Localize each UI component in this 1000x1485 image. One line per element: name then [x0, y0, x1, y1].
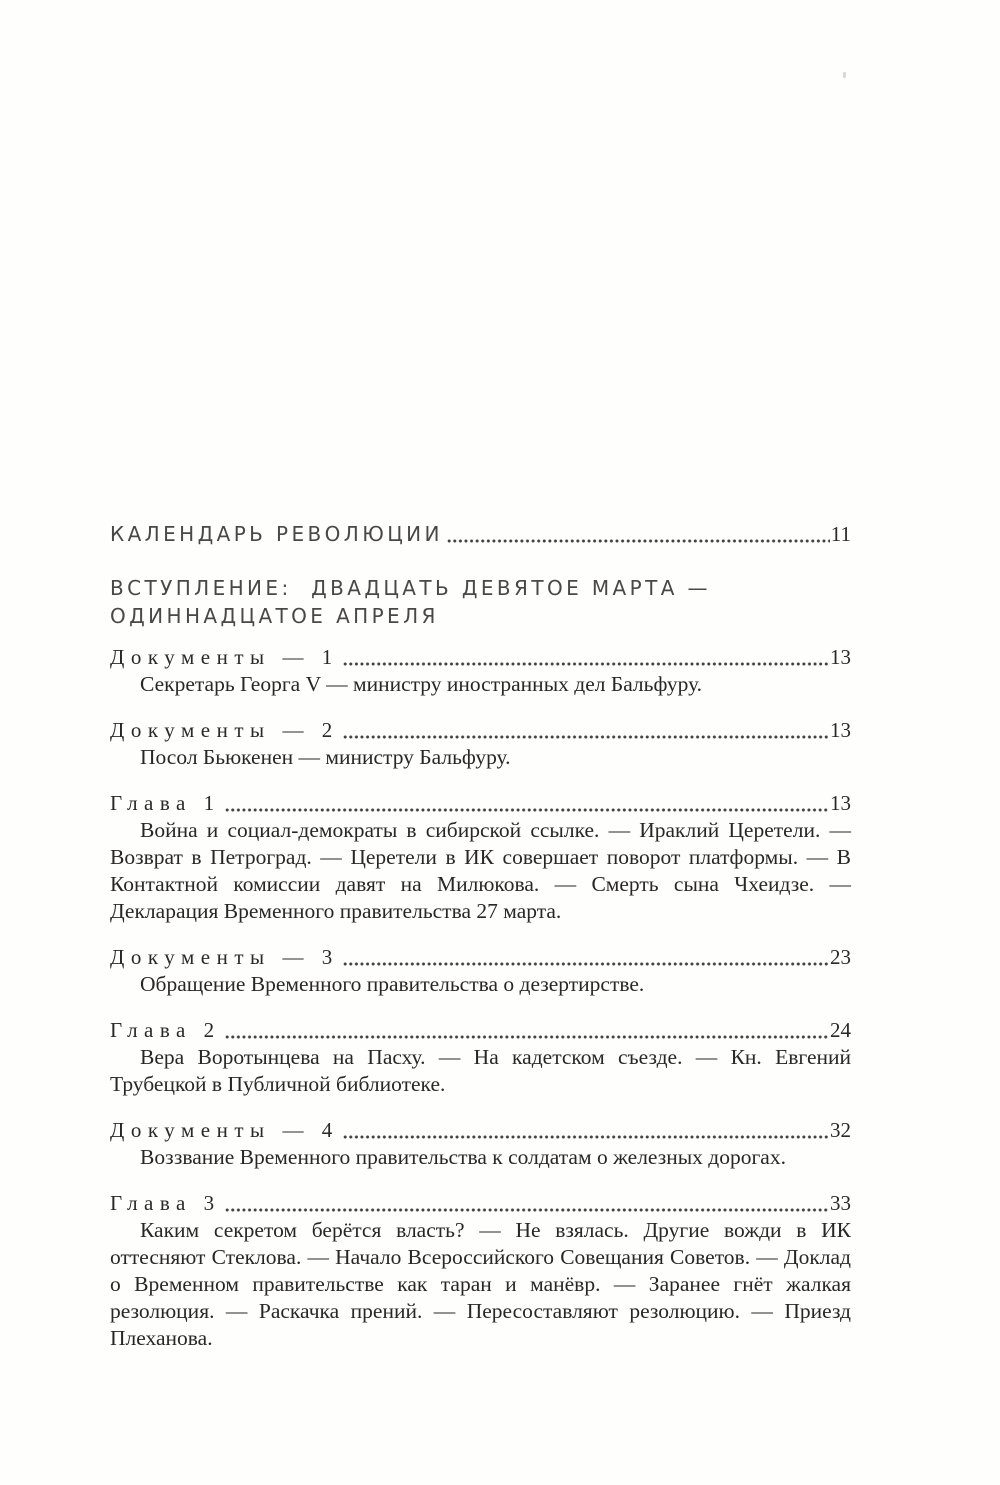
toc-entry-description: Секретарь Георга V — министру иностранных дел Бальфуру. — [140, 672, 703, 696]
toc-entry-label: Документы — 2 — [110, 718, 339, 742]
dotted-leader — [343, 734, 829, 740]
toc-entry-row — [110, 1017, 851, 1043]
toc-entry-row — [110, 1190, 851, 1216]
toc-entry-label: Глава 2 — [110, 1018, 221, 1042]
toc-entry — [110, 717, 851, 771]
toc-entry-label: Глава 3 — [110, 1191, 221, 1215]
dotted-leader — [447, 538, 830, 544]
toc-entry-label: Документы — 3 — [110, 945, 339, 969]
toc-entry-description: Вера Воротынцева на Пасху. — На кадетском съезде. — Кн. Евгений Трубецкой в Публичной библиотеке. — [110, 1045, 851, 1096]
scan-speck — [843, 72, 846, 78]
page-number: 33 — [830, 1191, 851, 1215]
page-number: 32 — [830, 1118, 851, 1142]
toc-entry — [110, 1190, 851, 1352]
dotted-leader — [343, 961, 829, 967]
toc-entry-label: Документы — 4 — [110, 1118, 339, 1142]
dotted-leader — [225, 807, 829, 813]
dotted-leader — [225, 1207, 829, 1213]
toc-entry — [110, 1017, 851, 1098]
toc-entry-description: Посол Бьюкенен — министру Бальфуру. — [140, 745, 511, 769]
page-number: 24 — [830, 1018, 851, 1042]
page-number: 23 — [830, 945, 851, 969]
page-number: 13 — [830, 645, 851, 669]
toc-entry — [110, 1117, 851, 1171]
toc-entry — [110, 644, 851, 698]
toc-heading-intro-line1: ВСТУПЛЕНИЕ: ДВАДЦАТЬ ДЕВЯТОЕ МАРТА — — [110, 576, 711, 600]
toc-heading-intro-line2: ОДИННАДЦАТОЕ АПРЕЛЯ — [110, 604, 439, 628]
toc-entry-row — [110, 790, 851, 816]
toc-entry-row — [110, 644, 851, 670]
toc-entry-description: Война и социал-демократы в сибирской ссылке. — Ираклий Церетели. — Возврат в Петроград. — Церетели в ИК совершает поворот платформы. — В Контактной комиссии давят на Милюкова. — Смерть сына Чхеидзе. — Декларация Временного правительства 27 марта. — [110, 818, 851, 923]
dotted-leader — [343, 661, 829, 667]
toc-entry-description: Каким секретом берётся власть? — Не взялась. Другие вожди в ИК оттесняют Стеклова. — Начало Всероссийского Совещания Советов. — Доклад о Временном правительстве как таран и манёвр. — Заранее гнёт жалкая резолюция. — Раскачка прений. — Пересоставляют резолюцию. — Приезд Плеханова. — [110, 1218, 851, 1350]
toc-entry — [110, 944, 851, 998]
dotted-leader — [343, 1134, 829, 1140]
toc-heading-calendar-label: КАЛЕНДАРЬ РЕВОЛЮЦИИ — [110, 522, 443, 546]
toc-entry-row — [110, 717, 851, 743]
toc-entry — [110, 790, 851, 925]
page-number: 11 — [830, 522, 851, 546]
toc-entry-description: Обращение Временного правительства о дезертирстве. — [140, 972, 645, 996]
book-toc-page — [110, 522, 851, 1371]
toc-heading-calendar-row — [110, 522, 851, 547]
toc-heading-intro — [110, 574, 851, 630]
toc-entry-row — [110, 1117, 851, 1143]
page-number: 13 — [830, 791, 851, 815]
toc-entry-label: Документы — 1 — [110, 645, 339, 669]
toc-entry-label: Глава 1 — [110, 791, 221, 815]
page-number: 13 — [830, 718, 851, 742]
toc-entry-description: Воззвание Временного правительства к солдатам о железных дорогах. — [140, 1145, 786, 1169]
dotted-leader — [225, 1034, 829, 1040]
toc-entry-row — [110, 944, 851, 970]
